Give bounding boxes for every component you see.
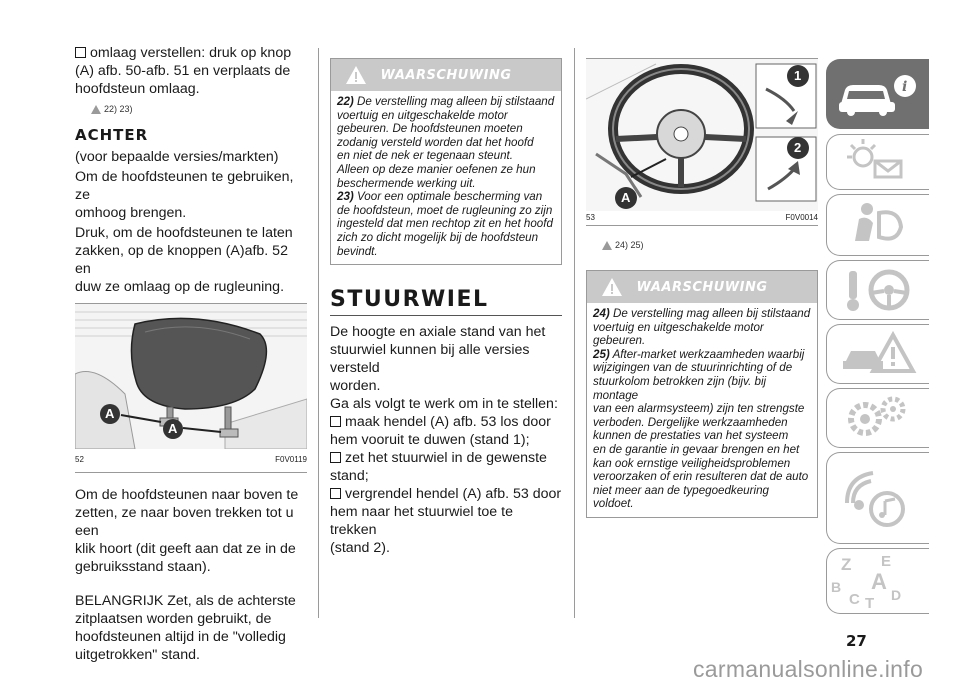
paragraph: zetten, ze naar boven trekken tot u een [75,505,294,539]
sidebar-tab-multimedia[interactable] [826,452,929,544]
column-2 [330,58,562,557]
column-divider [574,48,575,618]
paragraph: hoofdsteunen altijd in de "volledig [75,629,286,645]
index-letter: A [871,569,887,594]
multimedia-icon [827,453,929,543]
paragraph: BELANGRIJK Zet, als de achterste [75,593,296,609]
index-letter: T [865,595,875,612]
page-number: 27 [846,632,867,650]
index-letter: C [849,591,860,608]
figure-label-2: 2 [794,140,802,155]
bullet-box-icon [330,416,341,427]
heading-rule [330,315,562,316]
warning-title: WAARSCHUWING [380,67,512,83]
watermark: carmanualsonline.info [693,656,924,682]
figure-code: F0V0014 [785,213,818,222]
car-info-icon [827,60,929,128]
warning-triangle-icon [345,65,367,85]
index-letter: Z [841,555,852,574]
warning-number: 25) [593,347,610,361]
intro-text: hoofdsteun omlaag. [75,81,200,97]
warning-refs: 22) 23) [91,100,307,118]
warning-number: 24) [593,307,610,320]
paragraph: (voor bepaalde versies/markten) [75,149,279,165]
section-heading-achter: ACHTER [75,126,149,144]
bullet-box-icon [330,452,341,463]
bullet-box-icon [75,47,86,58]
paragraph: Om de hoofdsteunen te gebruiken, ze [75,169,294,203]
warning-title: WAARSCHUWING [636,279,768,295]
paragraph: uitgetrokken" stand. [75,647,200,663]
warning-header [587,271,817,303]
warning-box [330,58,562,265]
figure-bottom-rule [75,472,307,473]
sidebar-tab-emergency[interactable] [826,324,929,384]
key-steering-icon [827,261,929,319]
headrest-illustration [75,304,307,449]
warning-header [331,59,561,91]
maintenance-gears-icon [827,389,929,447]
index-letter: B [831,579,842,595]
warning-body: 22) De verstelling mag alleen bij stilstaand voertuig en uitgeschakelde motor gebeuren. De hoofdsteunen moeten zodanig versteld worden dat het hoofd en niet de nek er tegenaan steunt. Alleen op deze manier oefenen ze hun beschermende werking uit. 23) Voor een optimale bescherming van de hoofdsteun, moet de rugleuning zo zijn ingesteld dat men rechtop zit en het hoofd zich zo dicht mogelijk bij de hoofdsteun bevindt. [337,95,555,258]
warning-number: 22) [337,95,354,108]
sidebar-tab-index[interactable] [826,548,929,614]
intro-text: (A) afb. 50-afb. 51 en verplaats de [75,63,291,79]
index-letter: E [881,553,892,570]
figure-bottom-rule [586,225,818,226]
intro-text: omlaag verstellen: druk op knop [75,44,307,62]
sidebar-tab-maintenance[interactable] [826,388,929,448]
steering-wheel-illustration [586,59,818,211]
paragraph: Druk, om de hoofdsteunen te laten [75,225,293,241]
warning-triangle-icon [827,325,929,383]
paragraph: zitplaatsen worden gebruikt, de [75,611,272,627]
warning-body: 24) De verstelling mag alleen bij stilstaand voertuig en uitgeschakelde motor gebeuren. 25) After-market werkzaamheden waarbij wijzigingen van de stuurinrichting of de stuurkolom betrokken zijn (bijv. bij montage van een alarmsysteem) zijn ten strengste verboden. Dergelijke werkzaamheden kunnen de prestaties van het systeem en de garantie in gevaar brengen en het kan ook ernstige veiligheidsproblemen veroorzaken of erin resulteren dat de auto niet meer aan de typegoedkeuring voldoet. [593,307,811,511]
paragraph: omhoog brengen. [75,205,187,221]
paragraph: zakken, op de knoppen (A)afb. 52 en [75,243,288,277]
figure-caption [586,213,818,222]
paragraph: klik hoort (dit geeft aan dat ze in de [75,541,296,557]
warning-triangle-icon [602,241,612,250]
svg-text:i: i [902,79,908,95]
sidebar-tab-safety[interactable] [826,194,929,256]
figure-number: 52 [75,455,84,464]
figure-code: F0V0119 [275,455,307,464]
figure-number: 53 [586,213,595,222]
column-1 [75,44,307,664]
airbag-safety-icon [827,195,929,255]
figure-52 [75,304,307,449]
figure-label-a: A [168,421,178,436]
figure-label-a: A [621,190,631,205]
warning-triangle-icon [91,105,101,114]
warning-box [586,270,818,518]
column-divider [318,48,319,618]
section-heading-stuurwiel: STUURWIEL [330,287,489,313]
column-3 [586,58,818,518]
paragraph: gebruiksstand staan). [75,559,211,575]
index-letter: D [891,587,902,603]
figure-label-1: 1 [794,68,802,83]
figure-53 [586,59,818,211]
figure-label-a: A [105,406,115,421]
warning-triangle-icon [601,277,623,297]
figure-caption [75,451,307,469]
sidebar-tab-starting[interactable] [826,260,929,320]
paragraph: Om de hoofdsteunen naar boven te [75,487,299,503]
warning-number: 23) [337,190,354,204]
warning-refs: 24) 25) [602,240,818,250]
stuurwiel-text: De hoogte en axiale stand van het stuurwiel kunnen bij alle versies versteld worden. Ga als volgt te werk om in te stellen: maak hendel (A) afb. 53 los door hem vooruit te duwen (stand 1); zet het stuurwiel in de gewenste stand; vergrendel hendel (A) afb. 53 door hem naar het stuurwiel toe te trekken (stand 2). [330,324,562,557]
sidebar-tab-car-info[interactable] [826,59,929,129]
sidebar-tab-dashboard[interactable] [826,134,929,190]
dashboard-lights-icon [827,135,929,189]
paragraph: duw ze omlaag op de rugleuning. [75,279,285,295]
bullet-box-icon [330,488,341,499]
